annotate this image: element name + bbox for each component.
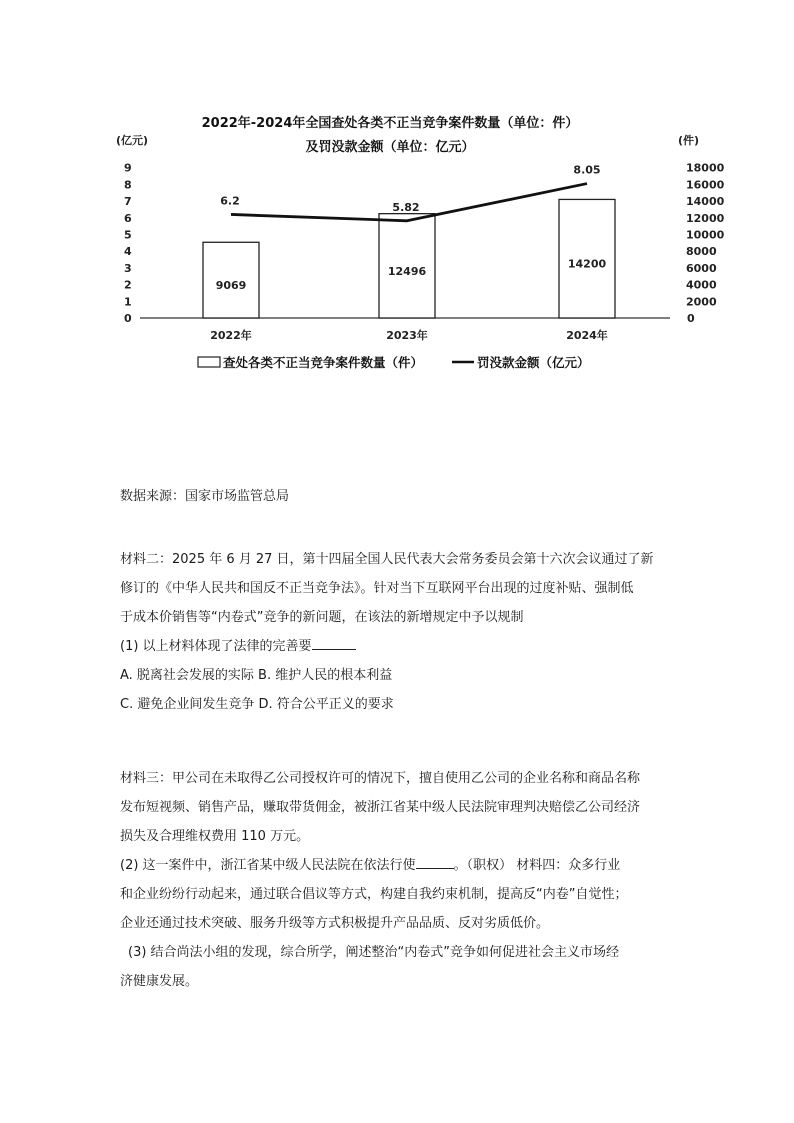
question-three-line2: 济健康发展。: [120, 974, 199, 989]
right-tick-label: 14000: [686, 195, 725, 209]
line-series: [220, 164, 600, 221]
bar-value-label: 9069: [215, 279, 247, 293]
right-tick-label: 6000: [686, 261, 717, 275]
legend-bar-swatch: [198, 357, 220, 367]
bars: [203, 199, 615, 318]
question-one-stem: (1) 以上材料体现了法律的完善要: [120, 639, 312, 654]
left-tick-label: 4: [124, 245, 132, 259]
legend-line-label: 罚没款金额（亿元）: [477, 355, 590, 370]
line-value-label: 8.05: [573, 163, 601, 177]
category-label: 2024年: [566, 329, 608, 342]
right-tick-label: 10000: [686, 228, 725, 242]
question-two: [120, 851, 680, 880]
question-one-options-ab: A. 脱离社会发展的实际 B. 维护人民的根本利益: [120, 668, 393, 683]
question-three-line1: (3) 结合尚法小组的发现，综合所学，阐述整治“内卷式”竞争如何促进社会主义市场经: [128, 945, 620, 960]
material-three-block: [120, 764, 680, 996]
right-tick-label: 4000: [686, 278, 717, 292]
left-axis-ticks: [124, 162, 132, 325]
material-three-line2: 发布短视频、销售产品，赚取带货佣金，被浙江省某中级人民法院审理判决赔偿乙公司经济: [120, 800, 641, 815]
right-tick-label: 8000: [686, 245, 717, 259]
left-tick-label: 3: [124, 261, 132, 275]
legend-bar-label: 查处各类不正当竞争案件数量（件）: [223, 355, 424, 370]
right-tick-label: 16000: [686, 178, 725, 192]
bar-value-label: 12496: [387, 264, 427, 278]
bar-line-chart: [100, 98, 725, 380]
left-tick-label: 5: [124, 228, 132, 242]
answer-blank-1[interactable]: [312, 635, 356, 650]
question-one-options-cd: C. 避免企业间发生竞争 D. 符合公平正义的要求: [120, 697, 394, 712]
left-tick-label: 6: [124, 211, 132, 225]
material-three-line3: 损失及合理维权费用 110 万元。: [120, 829, 310, 844]
left-axis-unit: (亿元): [116, 134, 149, 147]
line-value-label: 6.2: [220, 194, 240, 208]
material-three-line1: 材料三：甲公司在未取得乙公司授权许可的情况下，擅自使用乙公司的企业名称和商品名称: [120, 771, 641, 786]
material-two-line3: 于成本价销售等“内卷式”竞争的新问题，在该法的新增规定中予以规制: [120, 610, 524, 625]
material-two-line2: 修订的《中华人民共和国反不正当竞争法》。针对当下互联网平台出现的过度补贴、强制低: [120, 581, 634, 596]
legend: [198, 355, 590, 370]
category-label: 2023年: [386, 329, 428, 342]
category-labels: [210, 328, 608, 342]
left-tick-label: 2: [124, 278, 132, 292]
right-tick-label: 12000: [686, 211, 725, 225]
right-axis-ticks: [686, 162, 725, 325]
left-tick-label: 1: [124, 295, 132, 309]
answer-blank-2[interactable]: [416, 854, 454, 869]
material-two-line1: 材料二：2025 年 6 月 27 日，第十四届全国人民代表大会常务委员会第十六次会议通过了新: [120, 552, 654, 567]
left-tick-label: 7: [124, 195, 132, 209]
right-tick-label: 2000: [686, 295, 717, 309]
data-source: [120, 482, 680, 511]
chart-title-line2: 及罚没款金额（单位：亿元）: [305, 140, 475, 155]
left-tick-label: 9: [124, 161, 132, 175]
category-label: 2022年: [210, 329, 252, 342]
question-two-stem: (2) 这一案件中，浙江省某中级人民法院在依法行使: [120, 858, 416, 873]
question-two-tail: 。（职权） 材料四：众多行业: [453, 858, 621, 873]
right-axis-unit: (件): [678, 134, 700, 147]
line-value-label: 5.82: [392, 200, 420, 214]
question-one: [120, 632, 680, 661]
material-four-line3: 企业还通过技术突破、服务升级等方式积极提升产品品质、反对劣质低价。: [120, 916, 550, 931]
right-tick-label: 0: [687, 312, 695, 325]
source-text: 数据来源：国家市场监管总局: [120, 489, 290, 504]
material-two-block: [120, 545, 680, 719]
left-tick-label: 0: [124, 312, 132, 325]
bar-value-label: 14200: [567, 257, 607, 271]
chart-title-line1: 2022年-2024年全国查处各类不正当竞争案件数量（单位：件）: [201, 116, 579, 131]
material-four-line2: 和企业纷纷行动起来，通过联合倡议等方式，构建自我约束机制，提高反“内卷”自觉性；: [120, 887, 628, 902]
left-tick-label: 8: [124, 178, 132, 192]
right-tick-label: 18000: [686, 161, 725, 175]
